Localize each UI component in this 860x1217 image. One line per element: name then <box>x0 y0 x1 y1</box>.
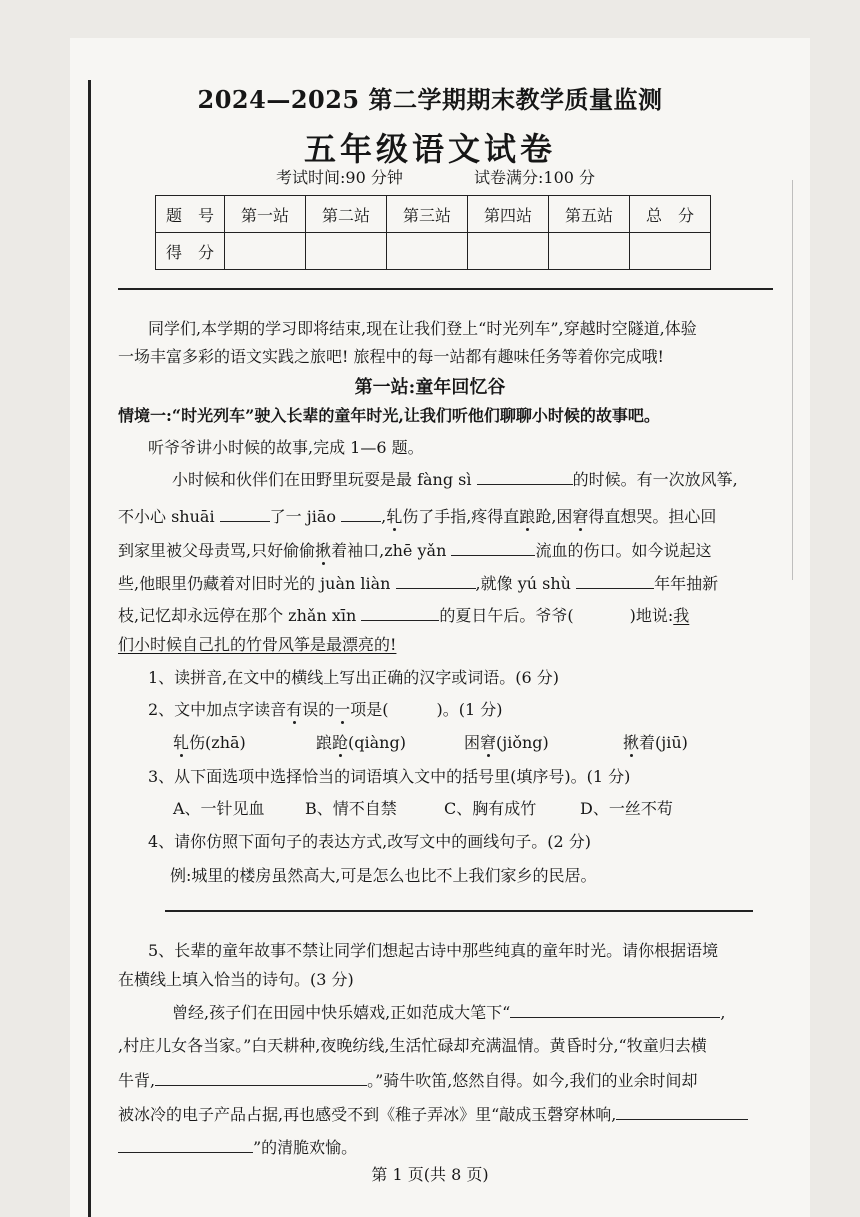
answer-blank[interactable] <box>451 539 535 556</box>
q2-option-b[interactable]: 踉跄(qiàng) <box>316 733 406 752</box>
question-4: 4、请你仿照下面句子的表达方式,改写文中的画线句子。(2 分) <box>148 832 592 851</box>
underlined-sentence: 我 <box>673 606 690 625</box>
q3-option-b[interactable]: B、情不自禁 <box>305 799 397 818</box>
exam-subtitle: 五年级语文试卷 <box>303 130 556 168</box>
passage-line-2: 不小心 shuāi 了一 jiāo ,轧伤了手指,疼得直踉跄,困窘得直想哭。担心回 <box>118 507 717 526</box>
score-cell[interactable] <box>630 233 711 270</box>
q5-passage-line-2: ,村庄儿女各当家。”白天耕种,夜晚纺线,生活忙碌却充满温情。黄昏时分,“牧童归去横 <box>118 1036 707 1055</box>
station-1-scenario: 情境一:“时光列车”驶入长辈的童年时光,让我们听他们聊聊小时候的故事吧。 <box>118 406 660 425</box>
answer-blank[interactable] <box>396 572 476 589</box>
score-header-cell: 第二站 <box>306 196 387 233</box>
score-cell[interactable] <box>468 233 549 270</box>
intro-line-2: 一场丰富多彩的语文实践之旅吧! 旅程中的每一站都有趣味任务等着你完成哦! <box>118 347 664 366</box>
passage-line-5: 枝,记忆却永远停在那个 zhǎn xīn 的夏日午后。爷爷( )地说:我 <box>118 606 690 625</box>
score-table <box>155 195 711 270</box>
passage-line-1: 小时候和伙伴们在田野里玩耍是最 fàng sì 的时候。有一次放风筝, <box>172 470 738 489</box>
poem-blank[interactable] <box>155 1069 367 1086</box>
q2-option-c[interactable]: 困窘(jiǒng) <box>464 733 549 752</box>
header-rule <box>118 288 773 290</box>
score-header-cell: 第一站 <box>225 196 306 233</box>
passage-line-6-underlined: 们小时候自己扎的竹骨风筝是最漂亮的! <box>118 635 397 654</box>
answer-blank[interactable] <box>576 572 654 589</box>
station-1-instruction: 听爷爷讲小时候的故事,完成 1—6 题。 <box>148 438 424 457</box>
full-score: 试卷满分:100 分 <box>474 168 596 187</box>
intro-line-1: 同学们,本学期的学习即将结束,现在让我们登上“时光列车”,穿越时空隧道,体验 <box>148 319 697 338</box>
poem-blank[interactable] <box>510 1001 720 1018</box>
question-1: 1、读拼音,在文中的横线上写出正确的汉字或词语。(6 分) <box>148 668 560 687</box>
score-header-cell: 题 号 <box>156 196 225 233</box>
question-5-line-1: 5、长辈的童年故事不禁让同学们想起古诗中那些纯真的童年时光。请你根据语境 <box>148 941 719 960</box>
score-cell[interactable] <box>387 233 468 270</box>
passage-line-3: 到家里被父母责骂,只好偷偷揪着袖口,zhē yǎn 流血的伤口。如今说起这 <box>118 541 712 560</box>
score-cell[interactable] <box>306 233 387 270</box>
station-1-title: 第一站:童年回忆谷 <box>354 377 506 398</box>
q3-option-d[interactable]: D、一丝不苟 <box>580 799 673 818</box>
answer-blank[interactable] <box>361 604 439 621</box>
q5-passage-line-5: ”的清脆欢愉。 <box>118 1135 357 1158</box>
q2-option-d[interactable]: 揪着(jiū) <box>623 733 688 752</box>
q3-option-a[interactable]: A、一针见血 <box>173 799 265 818</box>
binding-margin-line <box>88 80 91 1217</box>
passage-line-4: 些,他眼里仍藏着对旧时光的 juàn liàn ,就像 yú shù 年年抽新 <box>118 574 719 593</box>
score-cell[interactable] <box>549 233 630 270</box>
score-header-cell: 第三站 <box>387 196 468 233</box>
question-5-line-2: 在横线上填入恰当的诗句。(3 分) <box>118 970 354 989</box>
score-row-label: 得 分 <box>156 233 225 270</box>
exam-title: 2024—2025 第二学期期末教学质量监测 <box>197 85 663 114</box>
score-header-cell: 第五站 <box>549 196 630 233</box>
question-2: 2、文中加点字读音有误的一项是( )。(1 分) <box>148 700 503 719</box>
question-3: 3、从下面选项中选择恰当的词语填入文中的括号里(填序号)。(1 分) <box>148 767 631 786</box>
answer-blank[interactable] <box>477 468 573 485</box>
score-cell[interactable] <box>225 233 306 270</box>
q2-option-a[interactable]: 轧伤(zhā) <box>173 733 246 752</box>
score-header-cell: 第四站 <box>468 196 549 233</box>
q4-answer-line[interactable] <box>165 910 753 912</box>
q5-passage-line-1: 曾经,孩子们在田园中快乐嬉戏,正如范成大笔下“ , <box>172 1003 726 1022</box>
exam-time: 考试时间:90 分钟 <box>276 168 403 187</box>
question-4-example: 例:城里的楼房虽然高大,可是怎么也比不上我们家乡的民居。 <box>170 866 597 885</box>
score-header-cell: 总 分 <box>630 196 711 233</box>
q5-passage-line-4: 被冰冷的电子产品占据,再也感受不到《稚子弄冰》里“敲成玉磬穿林响, <box>118 1102 748 1125</box>
poem-blank[interactable] <box>616 1103 748 1120</box>
answer-blank[interactable] <box>341 505 381 522</box>
page-number: 第 1 页(共 8 页) <box>371 1165 489 1184</box>
poem-blank[interactable] <box>118 1136 253 1153</box>
answer-blank[interactable] <box>220 505 270 522</box>
q3-option-c[interactable]: C、胸有成竹 <box>444 799 537 818</box>
q5-passage-line-3: 牛背, 。”骑牛吹笛,悠然自得。如今,我们的业余时间却 <box>118 1071 698 1090</box>
